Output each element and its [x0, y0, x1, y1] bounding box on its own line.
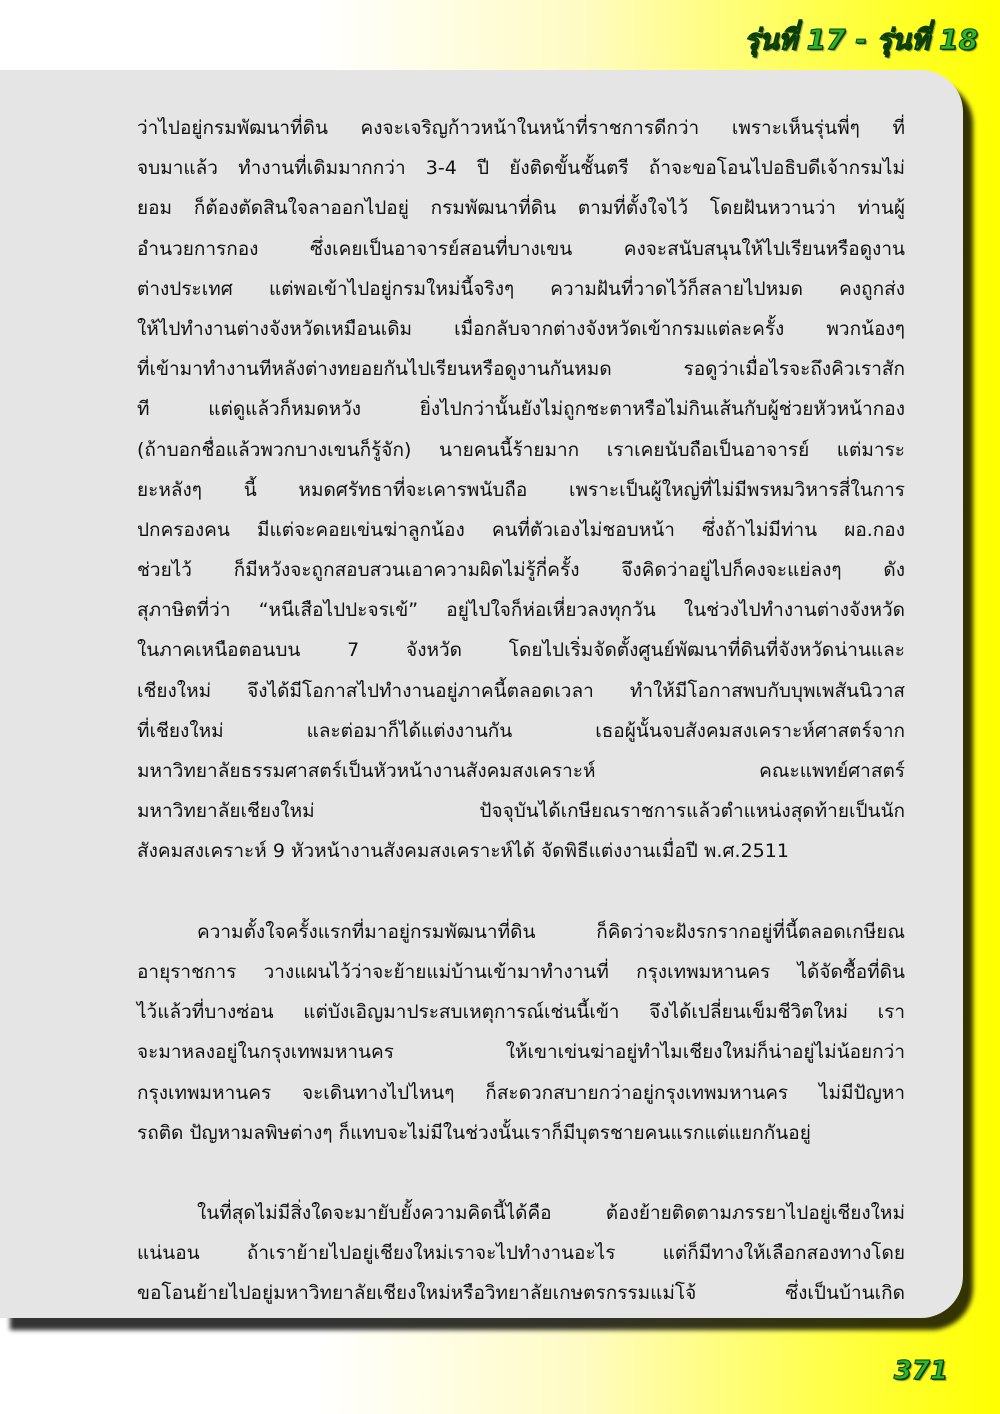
text-line: เชียงใหม่ จึงได้มีโอกาสไปทำงานอยู่ภาคนี้ตลอดเวลา ทำให้มีโอกาสพบกับบุพเพสันนิวาส	[137, 679, 905, 702]
header-title: รุ่นที่ 17 - รุ่นที่ 18	[744, 23, 978, 56]
paragraph-3	[137, 1193, 905, 1314]
paragraph-1	[137, 108, 905, 872]
text-line: อำนวยการกอง ซึ่งเคยเป็นอาจารย์สอนที่บางเขน คงจะสนับสนุนให้ไปเรียนหรือดูงาน	[137, 237, 905, 260]
text-line: ปกครองคน มีแต่จะคอยเข่นฆ่าลูกน้อง คนที่ตัวเองไม่ชอบหน้า ซึ่งถ้าไม่มีท่าน ผอ.กอง	[137, 518, 905, 541]
text-line: (ถ้าบอกชื่อแล้วพวกบางเขนก็รู้จัก) นายคนนี้ร้ายมาก เราเคยนับถือเป็นอาจารย์ แต่มาระ	[137, 438, 905, 461]
text-line: ความตั้งใจครั้งแรกที่มาอยู่กรมพัฒนาที่ดิน ก็คิดว่าจะฝังรกรากอยู่ที่นี้ตลอดเกษียณ	[197, 920, 905, 943]
text-line: ในภาคเหนือตอนบน 7 จังหวัด โดยไปเริ่มจัดตั้งศูนย์พัฒนาที่ดินที่จังหวัดน่านและ	[137, 639, 905, 662]
text-line: ขอโอนย้ายไปอยู่มหาวิทยาลัยเชียงใหม่หรือวิทยาลัยเกษตรกรรมแม่โจ้ ซึ่งเป็นบ้านเกิด	[137, 1282, 905, 1305]
text-line: ที แต่ดูแล้วก็หมดหวัง ยิ่งไปกว่านั้นยังไม่ถูกชะตาหรือไม่กินเส้นกับผู้ช่วยหัวหน้ากอง	[137, 398, 905, 421]
text-line: ไว้แล้วที่บางซ่อน แต่บังเอิญมาประสบเหตุการณ์เช่นนี้เข้า จึงได้เปลี่ยนเข็มชีวิตใหม่ เรา	[137, 1001, 905, 1024]
text-line: จะมาหลงอยู่ในกรุงเทพมหานคร ให้เขาเข่นฆ่าอยู่ทำไมเชียงใหม่ก็น่าอยู่ไม่น้อยกว่า	[137, 1041, 905, 1064]
text-line: มหาวิทยาลัยเชียงใหม่ ปัจจุบันได้เกษียณราชการแล้วตำแหน่งสุดท้ายเป็นนัก	[137, 800, 905, 823]
text-line: ที่เข้ามาทำงานทีหลังต่างทยอยกันไปเรียนหรือดูงานกันหมด รอดูว่าเมื่อไรจะถึงคิวเราสัก	[137, 358, 905, 381]
page-number: 371	[893, 1356, 948, 1386]
text-line: อายุราชการ วางแผนไว้ว่าจะย้ายแม่บ้านเข้ามาทำงานที่ กรุงเทพมหานคร ได้จัดซื้อที่ดิน	[137, 960, 905, 983]
text-line: ยะหลังๆ นี้ หมดศรัทธาที่จะเคารพนับถือ เพราะเป็นผู้ใหญ่ที่ไม่มีพรหมวิหารสี่ในการ	[137, 478, 905, 501]
paragraph-2	[137, 912, 905, 1153]
text-line: มหาวิทยาลัยธรรมศาสตร์เป็นหัวหน้างานสังคมสงเคราะห์ คณะแพทย์ศาสตร์	[137, 760, 905, 782]
text-line: ให้ไปทำงานต่างจังหวัดเหมือนเดิม เมื่อกลับจากต่างจังหวัดเข้ากรมแต่ละครั้ง พวกน้องๆ	[137, 317, 905, 340]
text-line: ว่าไปอยู่กรมพัฒนาที่ดิน คงจะเจริญก้าวหน้าในหน้าที่ราชการดีกว่า เพราะเห็นรุ่นพี่ๆ ที่	[137, 117, 905, 139]
text-line: ที่เชียงใหม่ และต่อมาก็ได้แต่งงานกัน เธอผู้นั้นจบสังคมสงเคราะห์ศาสตร์จาก	[137, 719, 905, 742]
text-line: สุภาษิตที่ว่า “หนีเสือไปปะจรเข้” อยู่ไปใจก็ห่อเหี่ยวลงทุกวัน ในช่วงไปทำงานต่างจังหวัด	[137, 599, 905, 622]
text-line: จบมาแล้ว ทำงานที่เดิมมากกว่า 3-4 ปี ยังติดขั้นชั้นตรี ถ้าจะขอโอนไปอธิบดีเจ้ากรมไม่	[137, 157, 905, 180]
text-line: ต่างประเทศ แต่พอเข้าไปอยู่กรมใหม่นี้จริงๆ ความฝันที่วาดไว้ก็สลายไปหมด คงถูกส่ง	[137, 277, 905, 300]
body-text	[137, 108, 905, 1354]
text-line: ในที่สุดไม่มีสิ่งใดจะมายับยั้งความคิดนี้ได้คือ ต้องย้ายติดตามภรรยาไปอยู่เชียงใหม่	[197, 1202, 905, 1225]
text-line: ช่วยไว้ ก็มีหวังจะถูกสอบสวนเอาความผิดไม่รู้กี่ครั้ง จึงคิดว่าอยู่ไปก็คงจะแย่ลงๆ ดัง	[137, 559, 905, 582]
text-line: รถติด ปัญหามลพิษต่างๆ ก็แทบจะไม่มีในช่วงนั้นเราก็มีบุตรชายคนแรกแต่แยกกันอยู่	[137, 1121, 811, 1144]
text-line: กรุงเทพมหานคร จะเดินทางไปไหนๆ ก็สะดวกสบายกว่าอยู่กรุงเทพมหานคร ไม่มีปัญหา	[137, 1081, 905, 1104]
content-panel	[0, 70, 963, 1318]
text-line: แน่นอน ถ้าเราย้ายไปอยู่เชียงใหม่เราจะไปทำงานอะไร แต่ก็มีทางให้เลือกสองทางโดย	[137, 1242, 905, 1265]
text-line: สังคมสงเคราะห์ 9 หัวหน้างานสังคมสงเคราะห์ได้ จัดพิธีแต่งงานเมื่อปี พ.ศ.2511	[137, 840, 789, 863]
text-line: ยอม ก็ต้องตัดสินใจลาออกไปอยู่ กรมพัฒนาที่ดิน ตามที่ตั้งใจไว้ โดยฝันหวานว่า ท่านผู้	[137, 197, 905, 220]
